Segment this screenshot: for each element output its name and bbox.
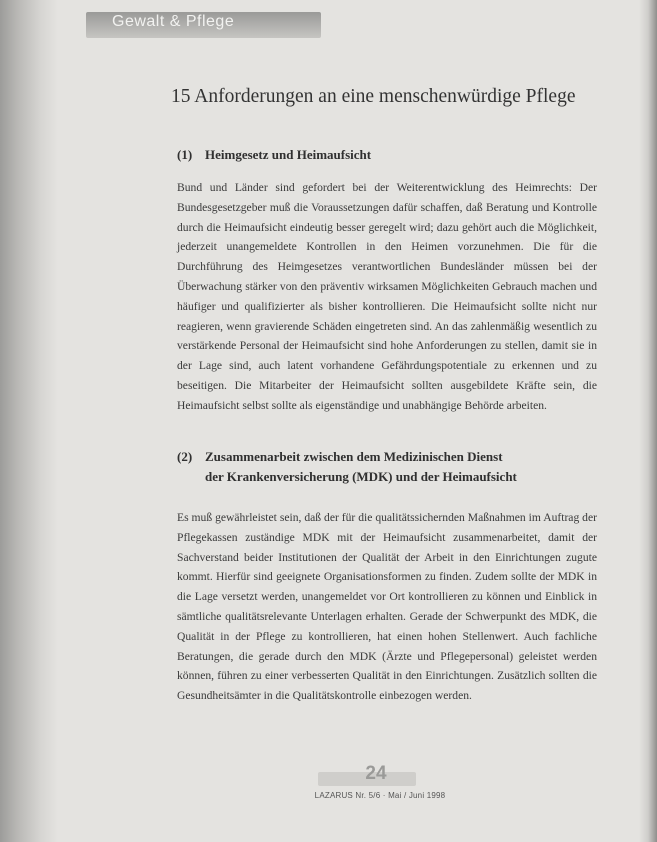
section-title-line2: der Krankenversicherung (MDK) und der Heimaufsicht	[205, 469, 517, 484]
section-number: (1)	[177, 147, 193, 162]
running-header: Gewalt & Pflege	[112, 13, 235, 30]
section-title: Heimgesetz und Heimaufsicht	[205, 147, 372, 162]
page-number: 24	[365, 763, 387, 784]
section-body-2: Es muß gewährleistet sein, daß der für die qualitätssichernden Maßnahmen im Auftrag der Pflegekassen zuständige MDK mit der Heimaufsicht zusammenarbeitet, damit der Sachverstand beider Institutionen der Qualität der Arbeit in den Einrichtungen zugute kommt. Hierfür sind geeignete Organisationsformen zu finden. Zudem sollte der MDK in die Lage versetzt werden, unangemeldet vor Ort kontrollieren zu können und Einblick in sämtliche qualitätsrelevante Unterlagen erhalten. Gerade der Schwerpunkt des MDK, die Qualität in der Pflege zu kontrollieren, hat einen hohen Stellenwert. Auch fachliche Beratungen, die gerade durch den MDK (Ärzte und Pflegepersonal) geleistet werden können, führen zu einer verbesserten Qualität in den Einrichtungen. Zusätzlich sollten die Gesundheitsämter in die Qualitätskontrolle einbezogen werden.	[177, 511, 597, 703]
book-gutter-shadow	[0, 0, 58, 842]
page-edge	[639, 0, 657, 842]
section-title: Zusammenarbeit zwischen dem Medizinischen Dienst	[205, 449, 503, 464]
section-heading-1	[177, 145, 371, 165]
section-body-1: Bund und Länder sind gefordert bei der Weiterentwicklung des Heimrechts: Der Bundesgesetzgeber muß die Voraussetzungen dafür schaffen, daß Beratung und Kontrolle durch die Heimaufsicht eindeutig besser geregelt wird; dazu gehört auch die Möglichkeit, jederzeit unangemeldete Kontrollen in den Heimen vorzunehmen. Die für die Durchführung des Heimgesetzes verantwortlichen Bundesländer müssen bei der Überwachung stärker von den präventiv wirksamen Möglichkeiten Gebrauch machen und häufiger und qualifizierter als bisher kontrollieren. Die Heimaufsicht sollte nicht nur reagieren, wenn gravierende Schäden eingetreten sind. An das zahlenmäßig wesentlich zu verstärkende Personal der Heimaufsicht sind hohe Anforderungen zu stellen, damit sie in der Lage sind, auch latent vorhandene Gefährdungspotentiale zu erkennen und zu beseitigen. Die Mitarbeiter der Heimaufsicht sollten ausgebildete Kräfte sein, die Heimaufsicht selbst sollte als eigenständige und unabhängige Behörde arbeiten.	[177, 181, 597, 412]
section-heading-2	[177, 447, 517, 487]
page-title: 15 Anforderungen an eine menschenwürdige Pflege	[171, 86, 576, 107]
section-number: (2)	[177, 449, 193, 464]
footer-citation: LAZARUS Nr. 5/6 · Mai / Juni 1998	[314, 791, 446, 800]
